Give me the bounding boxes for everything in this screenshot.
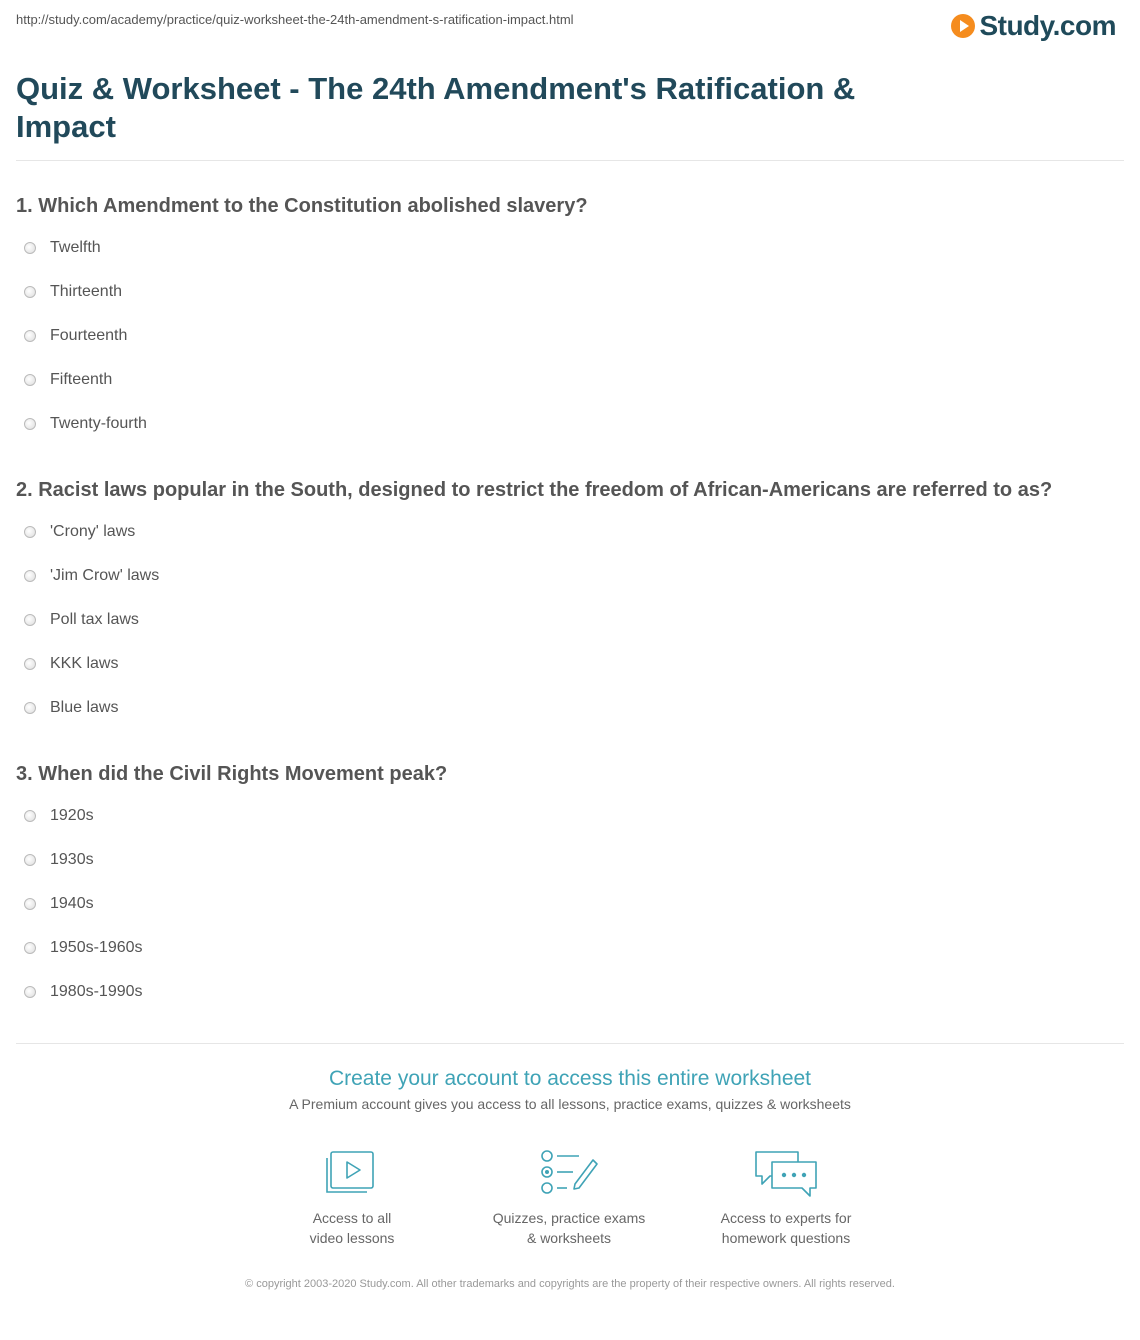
question-text: 1. Which Amendment to the Constitution abolished slavery? (16, 195, 588, 217)
option-label[interactable]: Twenty-fourth (50, 415, 147, 432)
feature-line-2: homework questions (721, 1230, 851, 1246)
radio-button[interactable] (24, 942, 36, 954)
answer-option[interactable] (16, 654, 1124, 698)
answer-option[interactable] (16, 610, 1124, 654)
question-1 (16, 194, 1124, 458)
feature-quizzes (469, 1148, 669, 1248)
option-label[interactable]: 1980s-1990s (50, 983, 143, 1000)
feature-experts (686, 1148, 886, 1248)
question-text: 3. When did the Civil Rights Movement peak? (16, 763, 448, 785)
promo-subtitle: A Premium account gives you access to all lessons, practice exams, quizzes & worksheets (289, 1096, 851, 1112)
answer-option[interactable] (16, 894, 1124, 938)
option-label[interactable]: 1950s-1960s (50, 939, 143, 956)
study-logo[interactable] (951, 10, 1116, 42)
radio-button[interactable] (24, 570, 36, 582)
option-label[interactable]: Thirteenth (50, 283, 123, 300)
title-divider (16, 160, 1124, 161)
answer-option[interactable] (16, 698, 1124, 742)
answer-option[interactable] (16, 326, 1124, 370)
page-url: http://study.com/academy/practice/quiz-worksheet-the-24th-amendment-s-ratification-impact.html (16, 12, 574, 27)
answer-option[interactable] (16, 414, 1124, 458)
feature-line-2: video lessons (309, 1230, 395, 1246)
video-lessons-icon (325, 1148, 379, 1198)
chat-bubbles-icon (754, 1148, 818, 1198)
option-label[interactable]: 'Jim Crow' laws (50, 567, 160, 584)
signup-promo (0, 1066, 1140, 1112)
content-divider (16, 1043, 1124, 1044)
play-logo-icon (951, 14, 975, 38)
answer-option[interactable] (16, 850, 1124, 894)
radio-button[interactable] (24, 418, 36, 430)
answer-option[interactable] (16, 522, 1124, 566)
quiz-list-icon (539, 1148, 599, 1198)
radio-button[interactable] (24, 374, 36, 386)
option-label[interactable]: 1920s (50, 807, 94, 824)
radio-button[interactable] (24, 526, 36, 538)
radio-button[interactable] (24, 986, 36, 998)
radio-button[interactable] (24, 614, 36, 626)
option-label[interactable]: 'Crony' laws (50, 523, 136, 540)
feature-line-1: Quizzes, practice exams (492, 1210, 646, 1226)
logo-text: Study.com (979, 10, 1116, 41)
feature-line-1: Access to experts for (720, 1210, 852, 1226)
top-bar (16, 12, 1116, 48)
radio-button[interactable] (24, 702, 36, 714)
answer-option[interactable] (16, 566, 1124, 610)
radio-button[interactable] (24, 898, 36, 910)
radio-button[interactable] (24, 854, 36, 866)
question-text: 2. Racist laws popular in the South, designed to restrict the freedom of African-Americans are referred to as? (16, 479, 1053, 501)
feature-line-1: Access to all (312, 1210, 392, 1226)
option-label[interactable]: KKK laws (50, 655, 119, 672)
option-label[interactable]: 1940s (50, 895, 94, 912)
answer-option[interactable] (16, 282, 1124, 326)
feature-line-2: & worksheets (526, 1230, 612, 1246)
radio-button[interactable] (24, 330, 36, 342)
option-label[interactable]: Blue laws (50, 699, 119, 716)
question-2 (16, 478, 1124, 742)
radio-button[interactable] (24, 242, 36, 254)
answer-option[interactable] (16, 982, 1124, 1026)
answer-option[interactable] (16, 370, 1124, 414)
radio-button[interactable] (24, 810, 36, 822)
create-account-link[interactable]: Create your account to access this entire worksheet (328, 1067, 812, 1090)
option-label[interactable]: Fourteenth (50, 327, 128, 344)
question-3 (16, 762, 1124, 1026)
option-label[interactable]: Twelfth (50, 239, 101, 256)
option-label[interactable]: 1930s (50, 851, 94, 868)
page-title: Quiz & Worksheet - The 24th Amendment's Ratification & Impact (16, 71, 856, 144)
answer-option[interactable] (16, 238, 1124, 282)
feature-video-lessons (252, 1148, 452, 1248)
radio-button[interactable] (24, 286, 36, 298)
option-label[interactable]: Poll tax laws (50, 611, 139, 628)
radio-button[interactable] (24, 658, 36, 670)
option-label[interactable]: Fifteenth (50, 371, 113, 388)
copyright-footer: © copyright 2003-2020 Study.com. All other trademarks and copyrights are the property of their respective owners. All rights reserved. (245, 1278, 895, 1290)
answer-option[interactable] (16, 806, 1124, 850)
answer-option[interactable] (16, 938, 1124, 982)
